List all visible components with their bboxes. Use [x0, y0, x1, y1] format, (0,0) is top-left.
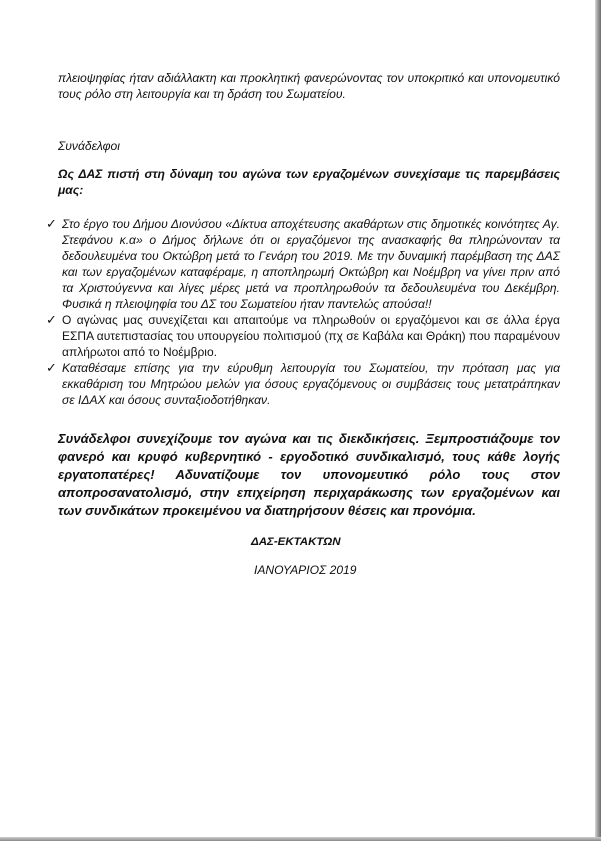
checkmark-icon: ✓ [46, 312, 57, 327]
signature: ΔΑΣ-ΕΚΤΑΚΤΩΝ [251, 536, 341, 548]
intro-heading: Ως ΔΑΣ πιστή στη δύναμη του αγώνα των εργαζομένων συνεχίσαμε τις παρεμβάσεις μας: [58, 167, 560, 197]
list-item [46, 312, 560, 360]
opening-paragraph: πλειοψηφίας ήταν αδιάλλακτη και προκλητική φανερώνοντας τον υποκριτικό και υπονομευτικό τους ρόλο στη λειτουργία και τη δράση του Σωματείου. [58, 71, 560, 101]
list-item-text: Στο έργο του Δήμου Διονύσου «Δίκτυα αποχέτευσης ακαθάρτων στις δημοτικές κοινότητες Αγ. Στεφάνου κ.α» ο Δήμος δήλωνε ότι οι εργαζόμενοι της ανασκαφής θα πληρώνονταν τα δεδουλευμένα του Οκτώβρη μετά το Γενάρη του 2019. Με την δυναμική παρέμβαση της ΔΑΣ και των εργαζομένων καταφέραμε, η αποπληρωμή Οκτώβρη και Νοέμβρη να γίνει πριν από τα Χριστούγεννα και λίγες μέρες μετά να προπληρωθούν τα δεδουλευμένα του Δεκέμβρη. Φυσικά η πλειοψηφία του ΔΣ του Σωματείου ήταν παντελώς απούσα!! [62, 217, 560, 311]
document-body [46, 70, 560, 578]
page-edge-shadow [595, 0, 601, 841]
list-item [46, 216, 560, 312]
list-item-text: Ο αγώνας μας συνεχίζεται και απαιτούμε να πληρωθούν οι εργαζόμενοι και σε άλλα έργα ΕΣΠΑ αυτεπιστασίας του υπουργείου πολιτισμού (πχ σε Καβάλα και Θράκη) που παραμένουν απλήρωτοι από το Νοέμβριο. [62, 313, 560, 359]
interventions-list [46, 216, 560, 408]
greeting: Συνάδελφοι [58, 139, 120, 153]
list-item-text: Καταθέσαμε επίσης για την εύρυθμη λειτουργία του Σωματείου, την πρόταση μας για εκκαθάριση του Μητρώου μελών για όσους εργαζόμενους οι συμβάσεις τους μετατράπηκαν σε ΙΔΑΧ και όσους συνταξιοδοτήθηκαν. [62, 361, 560, 407]
closing-paragraph: Συνάδελφοι συνεχίζουμε τον αγώνα και τις διεκδικήσεις. Ξεμπροστιάζουμε τον φανερό και κρυφό κυβερνητικό - εργοδοτικό συνδικαλισμό, τους κάθε λογής εργατοπατέρες! Αδυνατίζουμε τον υπονομευτικό ρόλο τους στον αποπροσανατολισμό, στην επιχείρηση περιχαράκωσης των εργαζομένων και των συνδικάτων προκειμένου να διατηρήσουν θέσεις και προνόμια. [58, 431, 560, 518]
page-bottom-edge [0, 837, 601, 841]
document-date: ΙΑΝΟΥΑΡΙΟΣ 2019 [254, 563, 357, 577]
checkmark-icon: ✓ [46, 216, 57, 231]
checkmark-icon: ✓ [46, 360, 57, 375]
list-item [46, 360, 560, 408]
